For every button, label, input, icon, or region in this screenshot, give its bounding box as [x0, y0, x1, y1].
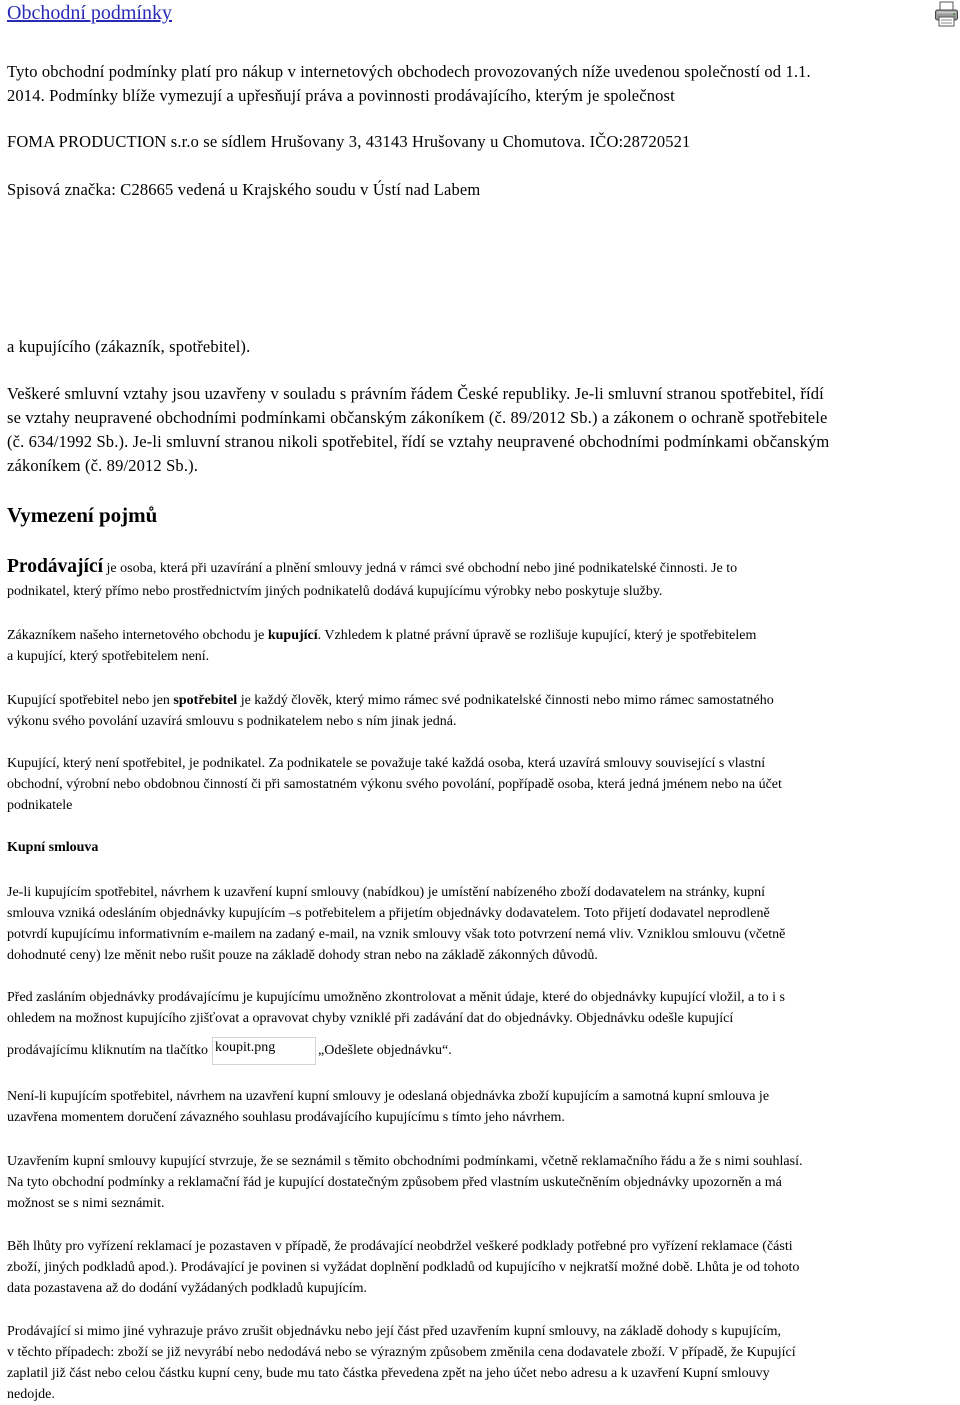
- text-line: v těchto případech: zboží se již nevyrábí nebo nedodává nebo se výrazným způsobem změnila cena dodavatele zboží. V případě, že Kupující: [7, 1345, 796, 1360]
- text-span: „Odešlete objednávku“.: [318, 1043, 452, 1058]
- section-heading-definitions: Vymezení pojmů: [7, 503, 158, 527]
- text-line: obchodní, výrobní nebo obdobnou činností či při samostatném výkonu svého povolání, popřípadě osoba, která jedná jménem nebo na účet: [7, 777, 782, 792]
- text-line: Tyto obchodní podmínky platí pro nákup v internetových obchodech provozovaných níže uvedenou společností od 1.1.: [7, 62, 811, 81]
- text-line: Kupující, který není spotřebitel, je podnikatel. Za podnikatele se považuje také každá osoba, která uzavírá smlouvy související s vlastní: [7, 756, 766, 771]
- text-line: a kupující, který spotřebitelem není.: [7, 649, 210, 664]
- section-heading-contract: Kupní smlouva: [7, 840, 99, 855]
- text-line: výkonu svého povolání uzavírá smlouvu s podnikatelem nebo s ním jinak jedná.: [7, 714, 457, 729]
- text-line: dohodnuté ceny) lze měnit nebo rušit pouze na základě dohody stran nebo na základě zákonných důvodů.: [7, 948, 598, 963]
- text-line: uzavřena momentem doručení závazného souhlasu prodávajícího kupujícímu s tímto jeho návrhem.: [7, 1110, 565, 1125]
- company-info: FOMA PRODUCTION s.r.o se sídlem Hrušovany 3, 43143 Hrušovany u Chomutova. IČO:28720521: [7, 132, 691, 151]
- nonconsumer-definition: [7, 753, 955, 816]
- contract-paragraph-2-line-3: [7, 1040, 955, 1075]
- customer-definition: [7, 625, 955, 667]
- text-line: 2014. Podmínky blíže vymezují a upřesňují práva a povinnosti prodávajícího, kterým je společnost: [7, 86, 675, 105]
- text-line: nedojde.: [7, 1387, 55, 1402]
- text-line: Před zasláním objednávky prodávajícímu je kupujícímu umožněno zkontrolovat a měnit údaje, které do objednávky kupující vložil, a to i s: [7, 990, 785, 1005]
- text-line: data pozastavena až do dodání vyžádaných podkladů kupujícím.: [7, 1281, 367, 1296]
- text-line: se vztahy neupravené obchodními podmínkami občanským zákoníkem (č. 89/2012 Sb.) a zákonem o ochraně spotřebitele: [7, 408, 828, 427]
- text-line: možnost se s nimi seznámit.: [7, 1196, 165, 1211]
- buyer-info: a kupujícího (zákazník, spotřebitel).: [7, 337, 251, 356]
- consumer-definition: [7, 690, 955, 732]
- text-span: Zákazníkem našeho internetového obchodu je: [7, 628, 268, 643]
- text-span: . Vzhledem k platné právní úpravě se rozlišuje kupující, který je spotřebitelem: [317, 628, 757, 643]
- text-line: zboží, jiných podkladů apod.). Prodávající je povinen si vyžádat doplnění podkladů od kupujícího v nejkratší možné době. Lhůta je od tohoto: [7, 1260, 800, 1275]
- text-line: Na tyto obchodní podmínky a reklamační řád je kupující dostatečným způsobem před vlastním uskutečněním objednávky upozorněn a má: [7, 1175, 782, 1190]
- customer-term: kupující: [267, 628, 318, 643]
- page-title-link[interactable]: Obchodní podmínky: [7, 2, 172, 24]
- text-line: podnikatele: [7, 798, 73, 813]
- contract-paragraph-1: [7, 882, 955, 966]
- koupit-button-image: koupit.png: [212, 1037, 316, 1065]
- seller-definition: [7, 556, 955, 602]
- text-line: zákoníkem (č. 89/2012 Sb.).: [7, 456, 199, 475]
- text-line: Běh lhůty pro vyřízení reklamací je pozastaven v případě, že prodávající neobdržel veškeré podklady potřebné pro vyřízení reklamace (části: [7, 1239, 793, 1254]
- registry-info: Spisová značka: C28665 vedená u Krajského soudu v Ústí nad Labem: [7, 180, 481, 199]
- contract-paragraph-5: [7, 1236, 955, 1299]
- text-line: potvrdí kupujícímu informativním e-mailem na zadaný e-mail, na vznik smlouvy však toto potvrzení nemá vliv. Vzniklou smlouvu (včetně: [7, 927, 786, 942]
- printer-icon[interactable]: [934, 1, 959, 27]
- text-span: Kupující spotřebitel nebo jen: [7, 693, 174, 708]
- contract-paragraph-6: [7, 1321, 955, 1405]
- text-line: (č. 634/1992 Sb.). Je-li smluvní stranou nikoli spotřebitel, řídí se vztahy neupravené obchodními podmínkami občanským: [7, 432, 830, 451]
- consumer-term: spotřebitel: [173, 693, 238, 708]
- intro-paragraph: [7, 60, 955, 108]
- text-line: podnikatel, který přímo nebo prostřednictvím jiných podnikatelů dodává kupujícímu výrobky nebo poskytuje služby.: [7, 584, 663, 599]
- text-line: Uzavřením kupní smlouvy kupující stvrzuje, že se seznámil s těmito obchodními podmínkami, včetně reklamačního řádu a že s nimi souhlasí.: [7, 1154, 803, 1169]
- contract-paragraph-2: [7, 987, 955, 1029]
- contract-paragraph-4: [7, 1151, 955, 1214]
- text-line: Je-li kupujícím spotřebitel, návrhem k uzavření kupní smlouvy (nabídkou) je umístění nabízeného zboží dodavatelem na stránky, kupní: [7, 885, 766, 900]
- text-line: ohledem na možnost kupujícího zjišťovat a opravovat chyby vzniklé při zadávání dat do objednávky. Objednávku odešle kupující: [7, 1011, 734, 1026]
- text-line: smlouva vzniká odesláním objednávky kupujícím –s potřebitelem a přijetím objednávky dodavatelem. Toto přijetí dodavatel neprodleně: [7, 906, 770, 921]
- text-span: je každý člověk, který mimo rámec své podnikatelské činnosti nebo mimo rámec samostatného: [237, 693, 774, 708]
- text-span: je osoba, která při uzavírání a plnění smlouvy jedná v rámci své obchodní nebo jiné podnikatelské činnosti. Je to: [103, 561, 738, 576]
- text-line: Veškeré smluvní vztahy jsou uzavřeny v souladu s právním řádem České republiky. Je-li smluvní stranou spotřebitel, řídí: [7, 384, 824, 403]
- text-line: Není-li kupujícím spotřebitel, návrhem na uzavření kupní smlouvy je odeslaná objednávka zboží kupujícím a samotná kupní smlouva je: [7, 1089, 770, 1104]
- seller-term: Prodávající: [7, 556, 104, 577]
- legal-paragraph: [7, 382, 955, 478]
- text-line: Prodávající si mimo jiné vyhrazuje právo zrušit objednávku nebo její část před uzavřením kupní smlouvy, na základě dohody s kupujícím,: [7, 1324, 781, 1339]
- text-span: prodávajícímu kliknutím na tlačítko: [7, 1043, 209, 1058]
- contract-paragraph-3: [7, 1086, 955, 1128]
- text-line: zaplatil již část nebo celou částku kupní ceny, bude mu tato částka převedena zpět na jeho účet nebo adresu a k uzavření Kupní smlouvy: [7, 1366, 770, 1381]
